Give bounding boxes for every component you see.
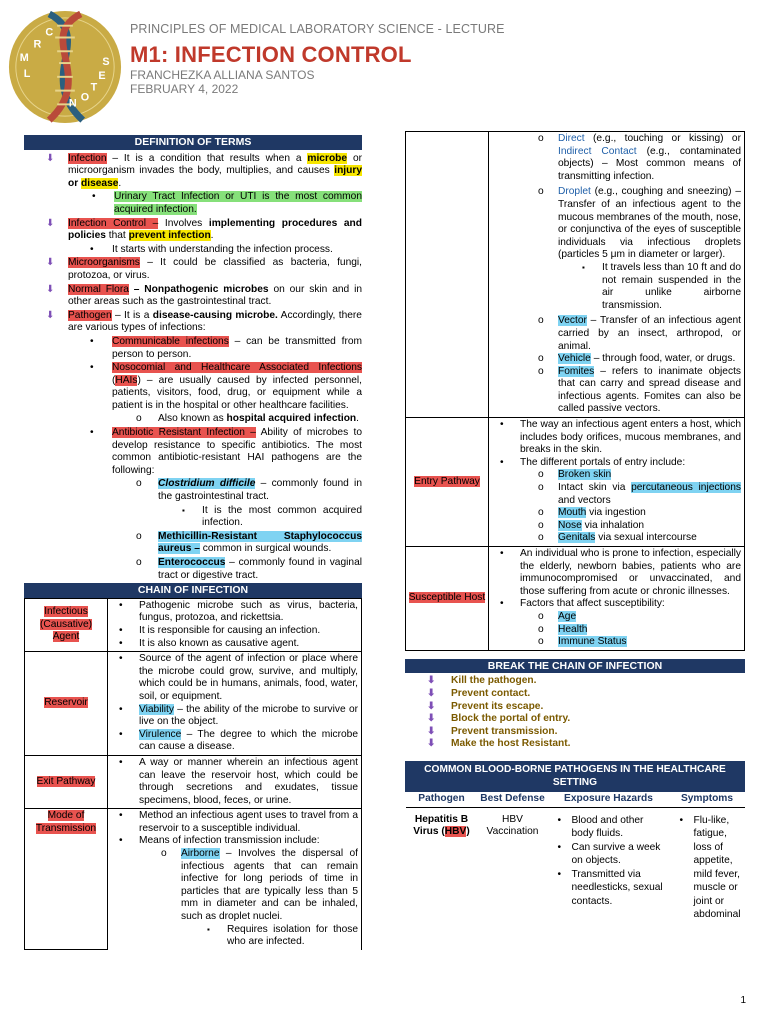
chain-heading: CHAIN OF INFECTION	[24, 583, 362, 598]
author: FRANCHEZKA ALLIANA SANTOS	[130, 68, 315, 82]
droplet-note: ▪ It travels less than 10 ft and do not remain suspended in the air unlike airborne transmission.	[492, 262, 741, 312]
table-row	[406, 132, 745, 418]
droplet: o Droplet (e.g., coughing and sneezing) – Transfer of an infectious agent to the mucous membranes of the mouth, nose, or conjunctiva of the eyes of susceptible individuals via infectious droplets (particles 5 μm in diameter or larger).	[492, 186, 741, 262]
entry-intact-skin: o Intact skin via percutaneous injections and vectors	[492, 482, 741, 507]
break-heading: BREAK THE CHAIN OF INFECTION	[405, 659, 745, 674]
mrsa: o Methicillin-Resistant Staphylococcus aureus – common in surgical wounds.	[24, 531, 362, 556]
uti-note: • Urinary Tract Infection or UTI is the most common acquired infection.	[24, 191, 362, 216]
entry-mouth: o Mouth via ingestion	[492, 507, 741, 520]
list-item: ⬇ Prevent transmission.	[427, 725, 558, 737]
course-name: PRINCIPLES OF MEDICAL LABORATORY SCIENCE - LECTURE	[130, 22, 505, 36]
left-column	[24, 135, 362, 950]
def-infection-control: ⬇ Infection Control – Involves implementing procedures and policies that prevent infection.	[46, 217, 362, 242]
arrow-bullet-icon: ⬇	[427, 675, 436, 687]
reservoir-label: Reservoir	[25, 652, 108, 756]
bloodborne-table: COMMON BLOOD-BORNE PATHOGENS IN THE HEALTHCARE SETTING Pathogen Best Defense Exposure Hazards Symptoms Hepatitis B Virus (HBV) HBV Vaccination • Blood and other body fluids. • Can survive a week on objects. • Transmitted via needlesticks, sexual contacts. • Flu-like, fatigue, loss of appetite, mild fever, muscle or joint or abdominal	[405, 761, 745, 923]
def-infection: ⬇ Infection – It is a condition that results when a microbe or microorganism invades the body, multiplies, and causes injury or disease.	[46, 152, 362, 189]
ic-note: • It starts with understanding the infection process.	[24, 244, 362, 257]
hbv-pathogen: Hepatitis B Virus (HBV)	[413, 813, 470, 838]
agent-label: Infectious (Causative) Agent	[25, 598, 108, 651]
entry-broken-skin: o Broken skin	[492, 469, 741, 482]
definition-heading: DEFINITION OF TERMS	[24, 135, 362, 150]
fomites: o Fomites – refers to inanimate objects that can carry and spread disease and infectious agents. Fomites can also be called passive vectors.	[492, 366, 741, 416]
page-number: 1	[740, 995, 746, 1006]
arrow-bullet-icon: ⬇	[427, 738, 436, 750]
arrow-bullet-icon: ⬇	[46, 257, 55, 269]
table-row: Infectious (Causative) Agent • Pathogenic microbe such as virus, bacteria, fungus, protozoa, and rickettsia. • It is responsible for causing an infection. • It is also known as causative agent.	[25, 598, 362, 651]
list-item: ⬇ Prevent contact.	[427, 687, 531, 699]
table-row: Mode of Transmission • Method an infectious agent uses to travel from a reservoir to a susceptible individual. • Means of infection transmission include: o Airborne – Involves the dispersal of infectious agents that can remain infective for long periods of time in particles that are typically less than 5 mm in diameter and can be inhaled, such as droplet nuclei. ▪ Requires isolation for those who are infected.	[25, 809, 362, 950]
arrow-bullet-icon: ⬇	[427, 725, 436, 737]
table-row: Susceptible Host • An individual who is prone to infection, especially the elderly, newborn babies, patients who are immunocompromised or unvaccinated, and those suffering from acute or chronic illnesses. • Factors that affect susceptibility: o Age o Health o Immune Status	[406, 547, 745, 651]
direct-contact: o Direct (e.g., touching or kissing) or Indirect Contact (e.g., contaminated objects) – Most common means of transmitting infection.	[492, 133, 741, 183]
arrow-bullet-icon: ⬇	[46, 152, 55, 164]
antibiotic-resistant-infection: • Antibiotic Resistant Infection – Ability of microbes to develop resistance to specific antibiotics. The most common antibiotic-resistant HAI pathogens are the following:	[24, 427, 362, 477]
host-factor: o Health	[492, 624, 741, 637]
def-pathogen: ⬇ Pathogen – It is a disease-causing microbe. Accordingly, there are various types of infections:	[46, 309, 362, 334]
airborne-note: ▪ Requires isolation for those who are infected.	[111, 924, 358, 949]
arrow-bullet-icon: ⬇	[46, 309, 55, 321]
host-factor: o Immune Status	[492, 636, 741, 649]
mode-label: Mode of Transmission	[25, 809, 108, 950]
hbv-defense: HBV Vaccination	[486, 813, 539, 838]
svg-text:ML RC NO TES: M L RC N O TES	[19, 26, 110, 110]
entry-label: Entry Pathway	[406, 418, 489, 547]
list-item: ⬇ Prevent its escape.	[427, 700, 544, 712]
arrow-bullet-icon: ⬇	[46, 217, 55, 229]
table-row: Exit Pathway • A way or manner wherein an infectious agent can leave the reservoir host, which could be through secretions and exudates, tissue specimens, blood, feces, or urine.	[25, 755, 362, 808]
nosocomial-infections: • Nosocomial and Healthcare Associated Infections (HAIs) – are usually caused by infected personnel, patients, visitors, food, drug, or equipment while a patient is in the hospital or other healthcare facilities.	[24, 362, 362, 412]
host-label: Susceptible Host	[406, 547, 489, 651]
exit-label: Exit Pathway	[25, 755, 108, 808]
bbp-heading: COMMON BLOOD-BORNE PATHOGENS IN THE HEALTHCARE SETTING	[406, 761, 745, 791]
right-column	[405, 131, 745, 923]
mlrc-notes-logo	[6, 8, 124, 126]
entry-nose: o Nose via inhalation	[492, 520, 741, 533]
page-title: M1: INFECTION CONTROL	[130, 42, 412, 67]
break-list	[405, 675, 745, 751]
vector: o Vector – Transfer of an infectious agent carried by an insect, arthropod, or animal.	[492, 315, 741, 353]
airborne: o Airborne – Involves the dispersal of infectious agents that can remain infective for long periods of time in particles that are typically less than 5 mm in diameter and can be inhaled, such as droplet nuclei.	[111, 848, 358, 924]
cdiff-note: ▪ It is the most common acquired infection.	[24, 505, 362, 530]
chain-table-right	[405, 131, 745, 651]
table-row: Entry Pathway • The way an infectious agent enters a host, which includes body orifices, mucous membranes, and breaks in the skin. • The different portals of entry include: o Broken skin o Intact skin via percutaneous injections and vectors o Mouth via ingestion o Nose via inhalation o Genitals via sexual intercourse	[406, 418, 745, 547]
list-item: ⬇ Kill the pathogen.	[427, 675, 537, 687]
arrow-bullet-icon: ⬇	[427, 687, 436, 699]
enterococcus: o Enterococcus – commonly found in vaginal tract or digestive tract.	[24, 557, 362, 582]
nosocomial-aka: o Also known as hospital acquired infection.	[24, 413, 362, 426]
clostridium-difficile: o Clostridium difficile – commonly found in the gastrointestinal tract.	[24, 478, 362, 503]
arrow-bullet-icon: ⬇	[427, 713, 436, 725]
communicable-infections: • Communicable infections – can be transmitted from person to person.	[24, 336, 362, 361]
chain-table-left	[24, 598, 362, 951]
table-row: Reservoir • Source of the agent of infection or place where the microbe could grow, survive, and multiply, which could be in humans, animals, food, water, soil, or equipment. • Viability – the ability of the microbe to survive or live on the object. • Virulence – The degree to which the microbe can cause a disease.	[25, 652, 362, 756]
entry-genitals: o Genitals via sexual intercourse	[492, 532, 741, 545]
table-row: Hepatitis B Virus (HBV) HBV Vaccination • Blood and other body fluids. • Can survive a week on objects. • Transmitted via needlesticks, sexual contacts. • Flu-like, fatigue, loss of appetite, mild fever, muscle or joint or abdominal	[406, 807, 745, 923]
list-item: ⬇ Block the portal of entry.	[427, 713, 571, 725]
arrow-bullet-icon: ⬇	[46, 283, 55, 295]
list-item: ⬇ Make the host Resistant.	[427, 738, 571, 750]
def-normal-flora: ⬇ Normal Flora – Nonpathogenic microbes on our skin and in other areas such as the gastrointestinal tract.	[46, 283, 362, 308]
vehicle: o Vehicle – through food, water, or drugs.	[492, 353, 741, 366]
def-microorganisms: ⬇ Microorganisms – It could be classified as bacteria, fungi, protozoa, or virus.	[46, 257, 362, 281]
date: FEBRUARY 4, 2022	[130, 82, 239, 96]
arrow-bullet-icon: ⬇	[427, 700, 436, 712]
host-factor: o Age	[492, 611, 741, 624]
